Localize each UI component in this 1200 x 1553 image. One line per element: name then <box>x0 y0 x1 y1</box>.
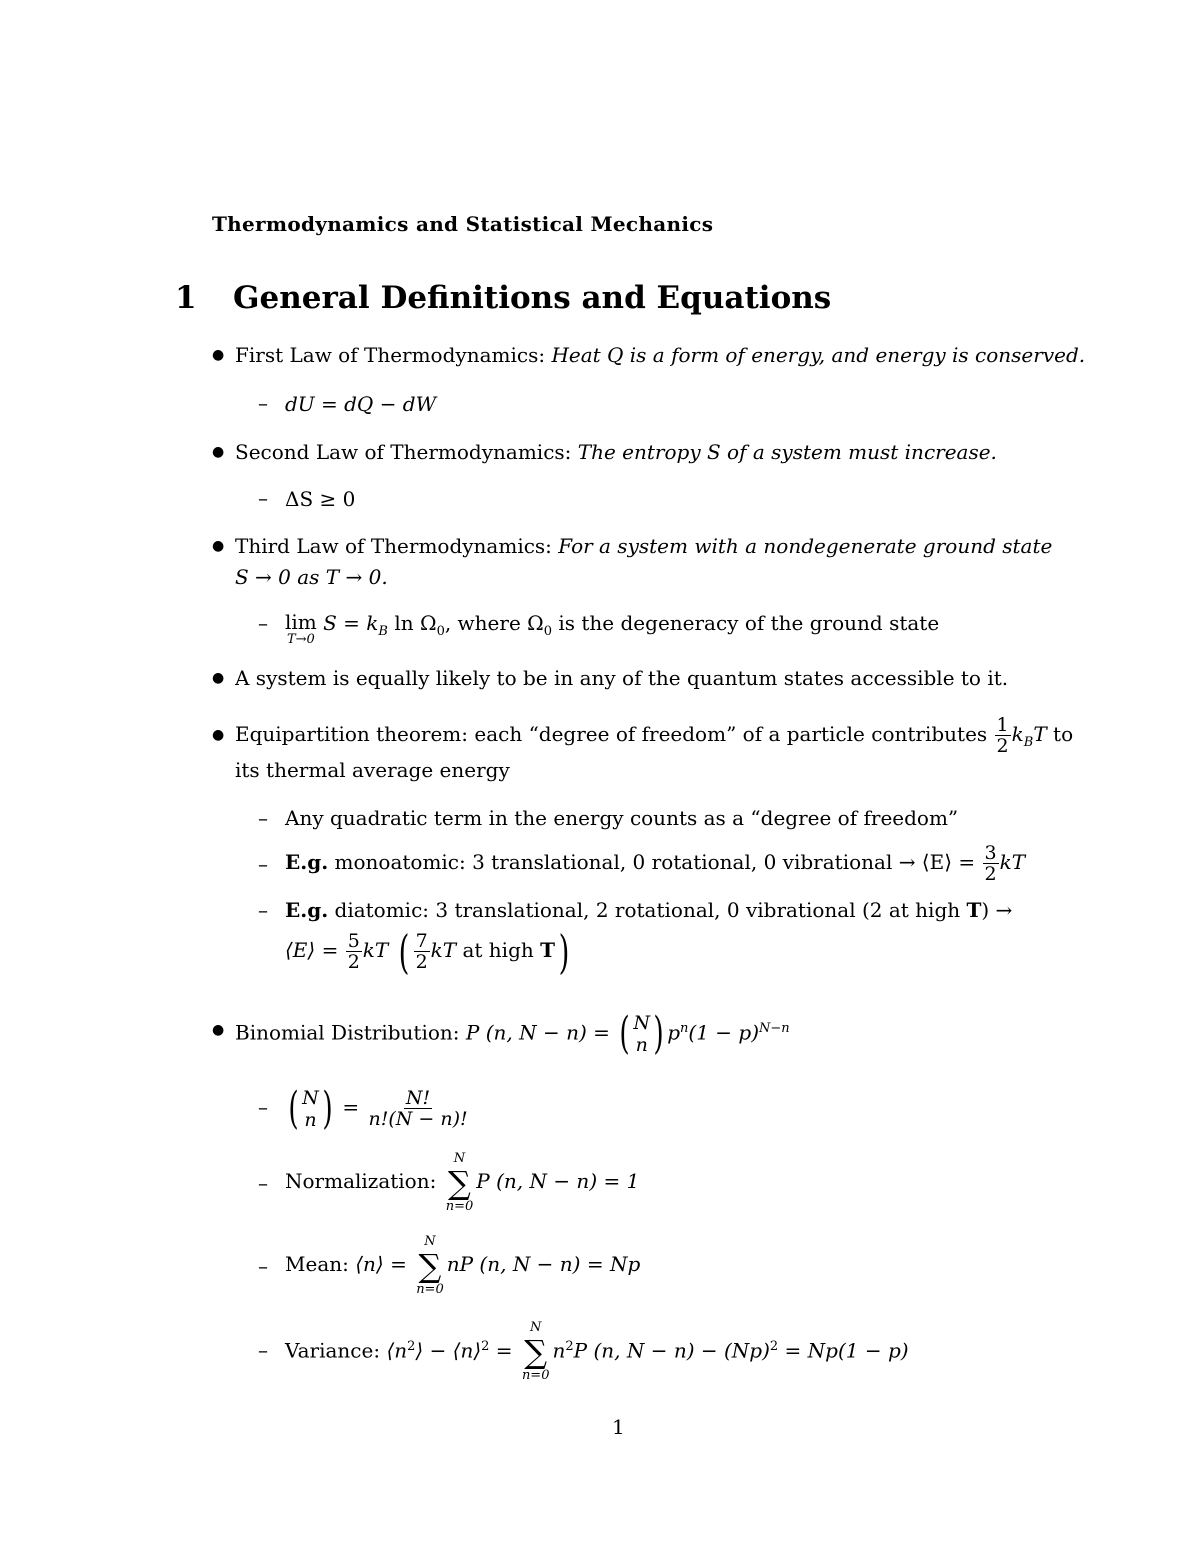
binomial-coefficient: ( N n ) <box>288 1082 333 1134</box>
second-law-equation: ΔS ≥ 0 <box>285 487 356 511</box>
third-law-item <box>235 534 1052 558</box>
section-number: 1 <box>175 280 197 316</box>
fraction: $\frac{5}{2}$ <box>347 930 360 973</box>
first-law-label: First Law of Thermodynamics: <box>235 343 546 367</box>
bullet-icon: ● <box>212 538 225 554</box>
third-law-statement: For a system with a nondegenerate ground state <box>558 534 1053 558</box>
summation-icon: N ∑ n=0 <box>445 1150 474 1214</box>
normalization-item: Normalization: N ∑ n=0 P (n, N − n) = 1 <box>285 1150 640 1214</box>
dash-icon: – <box>258 1171 268 1195</box>
equipartition-item: Equipartition theorem: each “degree of freedom” of a particle contributes $\frac{1}{2}$ $k_BT$ to <box>235 714 1074 757</box>
third-law-equation: lim T→0 $S = k_B$ $\ln \Omega_0$, where $\Omega_0$ is the degeneracy of the ground state <box>285 610 940 647</box>
third-law-statement-cont: S → 0 as T → 0. <box>235 565 388 589</box>
dash-icon: – <box>258 1254 268 1278</box>
third-law-label: Third Law of Thermodynamics: <box>235 534 552 558</box>
second-law-statement: The entropy S of a system must increase. <box>577 440 997 464</box>
dash-icon: – <box>258 1095 268 1119</box>
fraction: $\frac{3}{2}$ <box>984 842 997 885</box>
fraction: $\frac{1}{2}$ <box>996 714 1009 757</box>
dash-icon: – <box>258 1338 268 1362</box>
bullet-icon: ● <box>212 670 225 686</box>
second-law-item <box>235 440 997 464</box>
page-number: 1 <box>612 1415 625 1439</box>
fraction: $\frac{7}{2}$ <box>415 930 428 973</box>
first-law-equation: dU = dQ − dW <box>285 392 437 416</box>
dash-icon: – <box>258 898 268 922</box>
binomial-coefficient-definition: ( N n ) = $\frac{N!}{n!(N - n)!}$ <box>285 1074 471 1140</box>
summation-icon: N ∑ n=0 <box>521 1320 550 1384</box>
bullet-icon: ● <box>212 444 225 460</box>
right-paren-icon: ) <box>558 924 570 979</box>
binomial-item: Binomial Distribution: P (n, N − n) = ( N n ) $p^n(1 - p)^{N-n}$ <box>235 1008 790 1060</box>
fraction: $\frac{N!}{n!(N - n)!}$ <box>368 1087 468 1130</box>
limit-operator: lim T→0 <box>285 610 317 647</box>
section-title: General Definitions and Equations <box>233 280 832 316</box>
bullet-icon: ● <box>212 347 225 363</box>
first-law-item <box>235 343 1085 367</box>
dash-icon: – <box>258 806 268 830</box>
equal-likelihood-item: A system is equally likely to be in any of the quantum states accessible to it. <box>235 666 1009 690</box>
bullet-icon: ● <box>212 727 225 743</box>
dash-icon: – <box>258 486 268 510</box>
first-law-statement: Heat Q is a form of energy, and energy is conserved. <box>551 343 1086 367</box>
monoatomic-example: E.g. monoatomic: 3 translational, 0 rotational, 0 vibrational → ⟨E⟩ = $\frac{3}{2}$ kT <box>285 842 1026 885</box>
dash-icon: – <box>258 611 268 635</box>
quadratic-term-item: Any quadratic term in the energy counts as a “degree of freedom” <box>285 806 959 830</box>
variance-item: Variance: $⟨n^2⟩$ − ⟨n⟩$^2$ = N ∑ n=0 $n^2P$ (n, $N - n) - (Np)^2 = Np(1 - p)$ <box>285 1320 909 1384</box>
left-paren-icon: ( <box>398 924 409 979</box>
bullet-icon: ● <box>212 1022 225 1038</box>
summation-icon: N ∑ n=0 <box>416 1233 444 1297</box>
section-heading <box>175 280 831 316</box>
equipartition-item-cont: its thermal average energy <box>235 758 510 782</box>
document-title: Thermodynamics and Statistical Mechanics <box>212 212 714 236</box>
second-law-label: Second Law of Thermodynamics: <box>235 440 572 464</box>
binomial-coefficient: ( N n ) <box>619 1008 664 1060</box>
diatomic-example-cont: ⟨E⟩ = $\frac{5}{2}$ kT ( $\frac{7}{2}$ kT at high T) <box>285 924 570 979</box>
mean-item: Mean: ⟨n⟩ = N ∑ n=0 nP (n, N − n) = Np <box>285 1233 641 1297</box>
diatomic-example: E.g. diatomic: 3 translational, 2 rotational, 0 vibrational (2 at high T) → <box>285 898 1013 922</box>
dash-icon: – <box>258 391 268 415</box>
dash-icon: – <box>258 852 268 876</box>
